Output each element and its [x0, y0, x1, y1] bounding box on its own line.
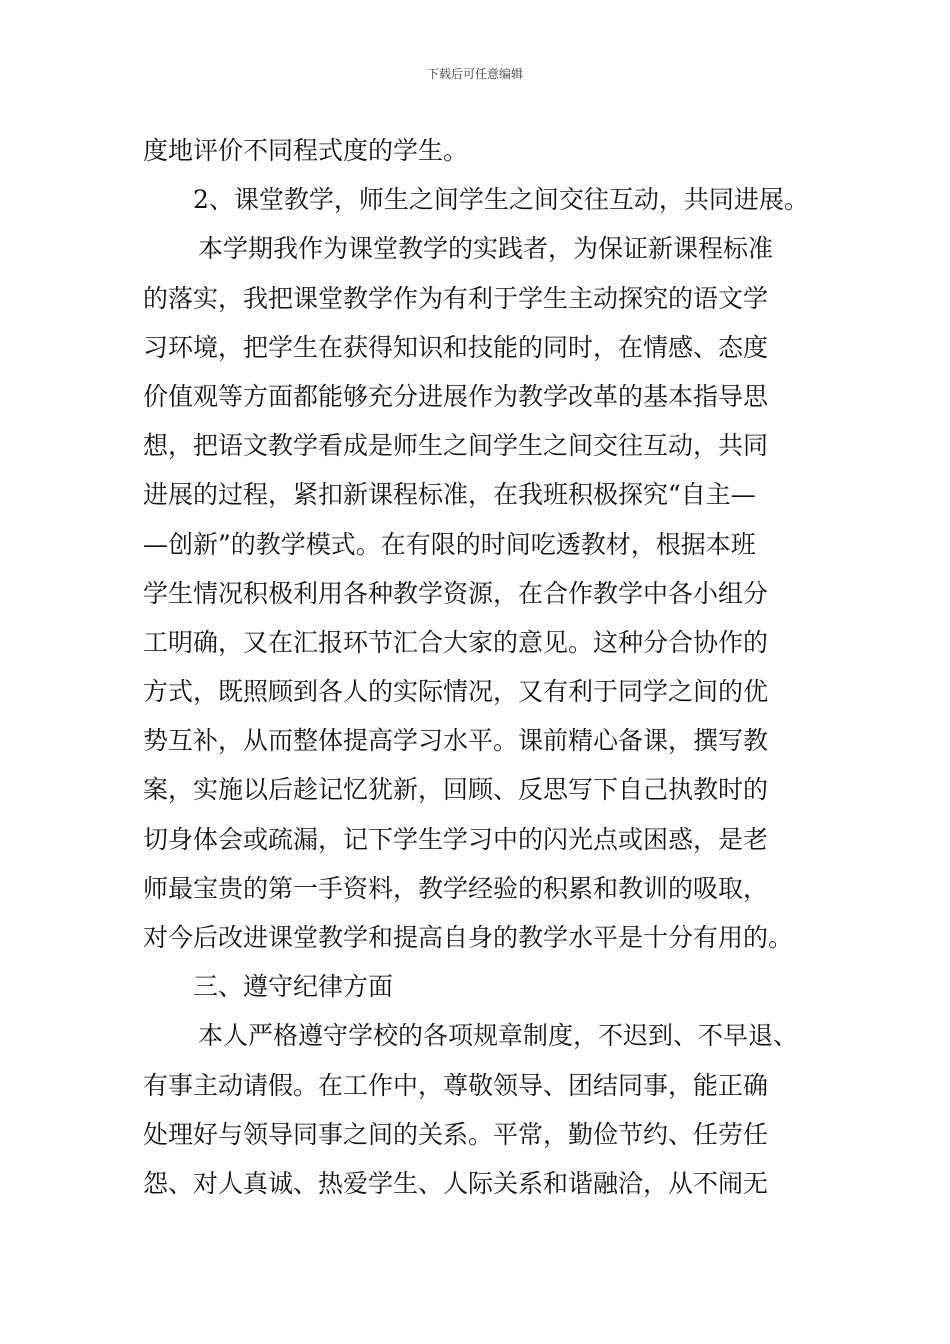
body-line: 度地评价不同程式度的学生。 — [143, 136, 469, 165]
paragraph-start: 本学期我作为课堂教学的实践者，为保证新课程标准 — [198, 234, 774, 264]
body-line: 学生情况积极利用各种教学资源，在合作教学中各小组分 — [143, 578, 769, 608]
body-line: 习环境，把学生在获得知识和技能的同时，在情感、态度 — [143, 332, 769, 362]
page-header: 下载后可任意编辑 — [426, 67, 523, 81]
body-line: 势互补，从而整体提高学习水平。课前精心备课，撰写教 — [143, 726, 769, 756]
section-heading: 三、遵守纪律方面 — [193, 972, 394, 1002]
body-line: 想，把语文教学看成是师生之间学生之间交往互动，共同 — [143, 431, 769, 461]
section-subheading: 2、课堂教学，师生之间学生之间交往互动，共同进展。 — [193, 185, 809, 215]
body-line: 师最宝贵的第一手资料，教学经验的积累和教训的吸取， — [143, 873, 769, 903]
body-line: 工明确，又在汇报环节汇合大家的意见。这种分合协作的 — [143, 627, 769, 657]
body-line: 怨、对人真诚、热爱学生、人际关系和谐融洽，从不闹无 — [143, 1168, 769, 1198]
body-line: 对今后改进课堂教学和提高自身的教学水平是十分有用的。 — [143, 923, 794, 952]
body-line: 价值观等方面都能够充分进展作为教学改革的基本指导思 — [143, 381, 769, 411]
body-line: 切身体会或疏漏，记下学生学习中的闪光点或困惑，是老 — [143, 824, 769, 854]
body-line: —创新”的教学模式。在有限的时间吃透教材，根据本班 — [143, 529, 756, 559]
document-body — [143, 126, 833, 1208]
paragraph-start: 本人严格遵守学校的各项规章制度，不迟到、不早退、 — [198, 1021, 799, 1051]
body-line: 方式，既照顾到各人的实际情况，又有利于同学之间的优 — [143, 677, 769, 707]
body-line: 的落实，我把课堂教学作为有利于学生主动探究的语文学 — [143, 283, 769, 313]
body-line: 进展的过程，紧扣新课程标准，在我班积极探究“自主— — [143, 480, 756, 510]
body-line: 案，实施以后趁记忆犹新，回顾、反思写下自己执教时的 — [143, 775, 769, 805]
body-line: 处理好与领导同事之间的关系。平常，勤俭节约、任劳任 — [143, 1119, 769, 1149]
body-line: 有事主动请假。在工作中，尊敬领导、团结同事，能正确 — [143, 1070, 769, 1100]
